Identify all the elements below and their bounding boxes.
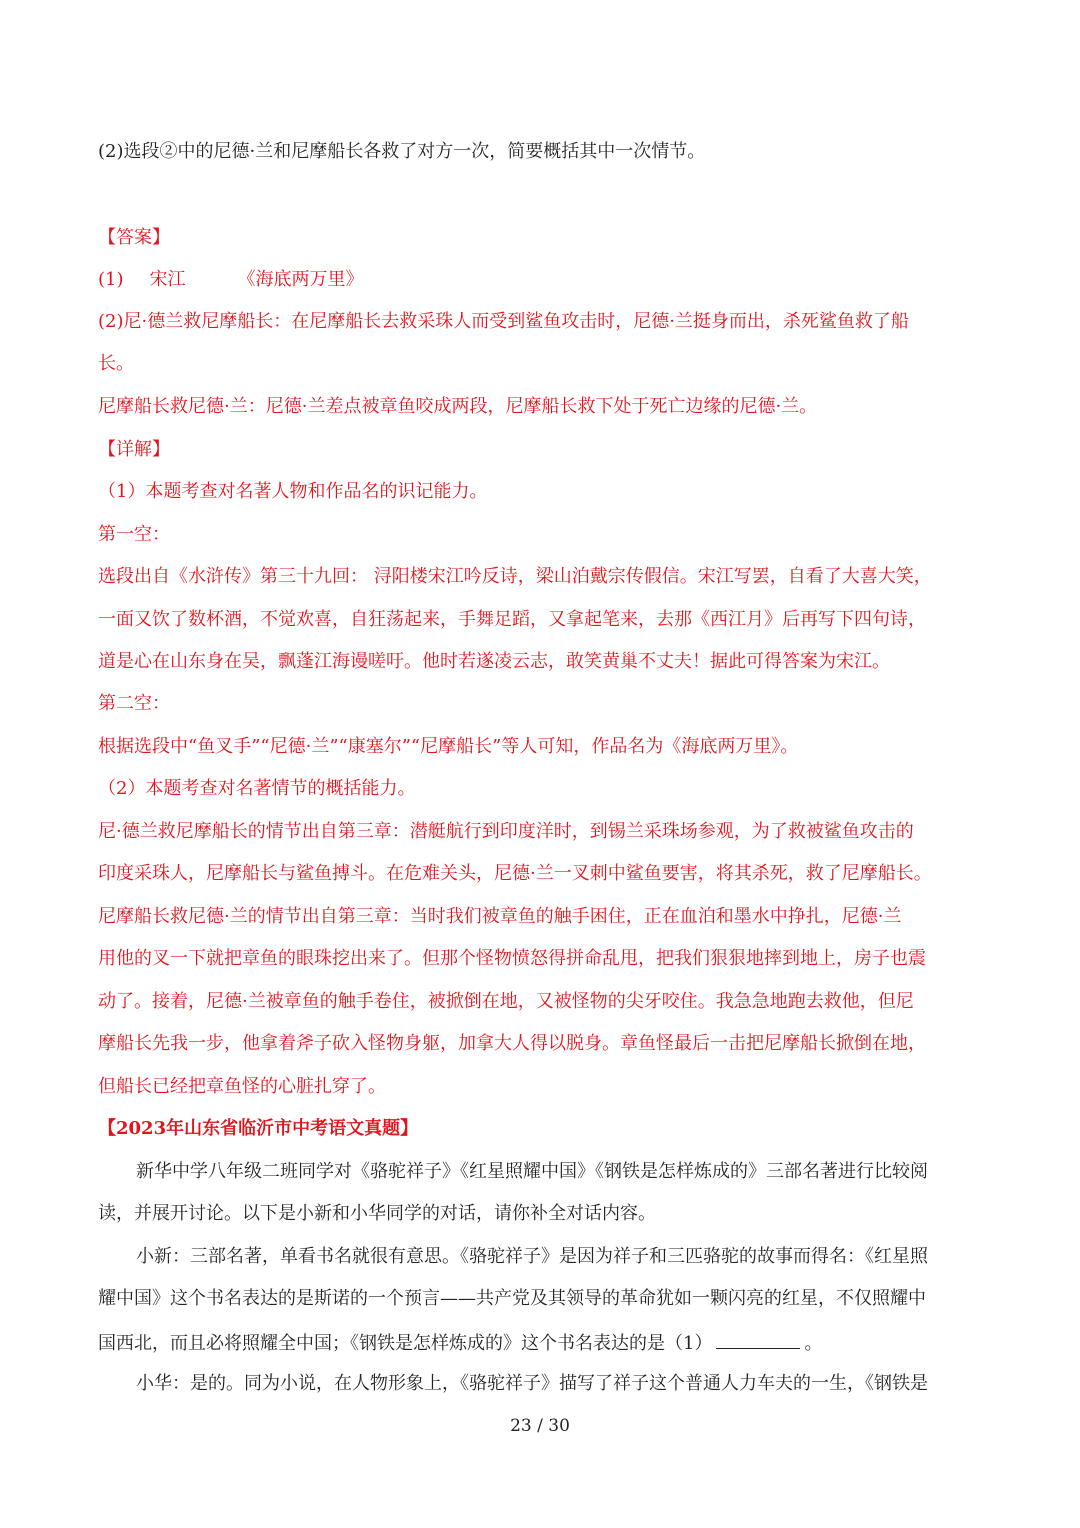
explanation-heading: 【详解】: [98, 439, 170, 460]
answer-1-label: (1): [98, 269, 124, 290]
explanation-blank-2-label: 第二空：: [98, 693, 170, 714]
explanation-2-line-5: 动了。接着，尼德·兰被章鱼的触手卷住，被掀倒在地，又被怪物的尖牙咬住。我急急地跑去救他，但尼: [98, 991, 914, 1012]
answer-1-blank-2: 《海底两万里》: [237, 269, 364, 290]
next-question-intro-line-1: 新华中学八年级二班同学对《骆驼祥子》《红星照耀中国》《钢铁是怎样炼成的》三部名著进行比较阅: [136, 1161, 928, 1182]
answer-blank-1[interactable]: [716, 1330, 800, 1349]
explanation-2-line-2: 印度采珠人，尼摩船长与鲨鱼搏斗。在危难关头，尼德·兰一叉刺中鲨鱼要害，将其杀死，救了尼摩船长。: [98, 863, 932, 884]
answer-1-blank-1: 宋江: [149, 269, 186, 290]
answer-2-line-1: (2)尼·德兰救尼摩船长：在尼摩船长去救采珠人而受到鲨鱼攻击时，尼德·兰挺身而出，杀死鲨鱼救了船: [98, 311, 909, 332]
xiaoxin-line-3-end: 。: [804, 1333, 823, 1354]
next-question-intro-line-2: 读，并展开讨论。以下是小新和小华同学的对话，请你补全对话内容。: [98, 1203, 656, 1224]
answer-2-line-2: 长。: [98, 353, 134, 374]
answer-1-line: [98, 268, 984, 292]
explanation-2-line-4: 用他的叉一下就把章鱼的眼珠挖出来了。但那个怪物愤怒得拼命乱甩，把我们狠狠地摔到地上，房子也震: [98, 948, 926, 969]
explanation-blank-2-line-1: 根据选段中“鱼叉手”“尼德·兰”“康塞尔”“尼摩船长”等人可知，作品名为《海底两万里》。: [98, 736, 799, 757]
explanation-2-intro: （2）本题考查对名著情节的概括能力。: [98, 778, 416, 799]
explanation-blank-1-line-2: 一面又饮了数杯酒，不觉欢喜，自狂荡起来，手舞足蹈，又拿起笔来，去那《西江月》后再写下四句诗，: [98, 609, 926, 630]
explanation-blank-1-line-3: 道是心在山东身在吴，飘蓬江海谩嗟吁。他时若遂凌云志，敢笑黄巢不丈夫！据此可得答案为宋江。: [98, 651, 890, 672]
xiaoxin-line-3-text: 国西北，而且必将照耀全中国；《钢铁是怎样炼成的》这个书名表达的是（1）: [98, 1333, 713, 1354]
explanation-2-line-6: 摩船长先我一步，他拿着斧子砍入怪物身躯，加拿大人得以脱身。章鱼怪最后一击把尼摩船长掀倒在地，: [98, 1033, 926, 1054]
explanation-blank-1-line-1: 选段出自《水浒传》第三十九回： 浔阳楼宋江吟反诗，梁山泊戴宗传假信。宋江写罢，自看了大喜大笑，: [98, 566, 932, 587]
explanation-2-line-3: 尼摩船长救尼德·兰的情节出自第三章：当时我们被章鱼的触手困住，正在血泊和墨水中挣扎，尼德·兰: [98, 906, 902, 927]
xiaoxin-line-1: 小新：三部名著，单看书名就很有意思。《骆驼祥子》是因为祥子和三匹骆驼的故事而得名：《红星照: [136, 1246, 928, 1267]
xiaohua-line-1: 小华：是的。同为小说，在人物形象上，《骆驼祥子》描写了祥子这个普通人力车夫的一生，《钢铁是: [136, 1373, 928, 1394]
explanation-2-line-1: 尼·德兰救尼摩船长的情节出自第三章：潜艇航行到印度洋时，到锡兰采珠场参观，为了救被鲨鱼攻击的: [98, 821, 914, 842]
page-number: 23 / 30: [510, 1416, 570, 1436]
explanation-2-line-7: 但船长已经把章鱼怪的心脏扎穿了。: [98, 1076, 386, 1097]
explanation-1-intro: （1）本题考查对名著人物和作品名的识记能力。: [98, 481, 488, 502]
answer-heading: 【答案】: [98, 227, 170, 248]
explanation-blank-1-label: 第一空：: [98, 524, 170, 545]
xiaoxin-line-2: 耀中国》这个书名表达的是斯诺的一个预言——共产党及其领导的革命犹如一颗闪亮的红星，不仅照耀中: [98, 1288, 926, 1309]
next-question-title: 【2023年山东省临沂市中考语文真题】: [98, 1118, 419, 1139]
question-2-text: (2)选段②中的尼德·兰和尼摩船长各救了对方一次，简要概括其中一次情节。: [98, 141, 706, 162]
xiaoxin-line-3: [98, 1330, 984, 1356]
answer-2-line-3: 尼摩船长救尼德·兰：尼德·兰差点被章鱼咬成两段，尼摩船长救下处于死亡边缘的尼德·兰。: [98, 396, 818, 417]
